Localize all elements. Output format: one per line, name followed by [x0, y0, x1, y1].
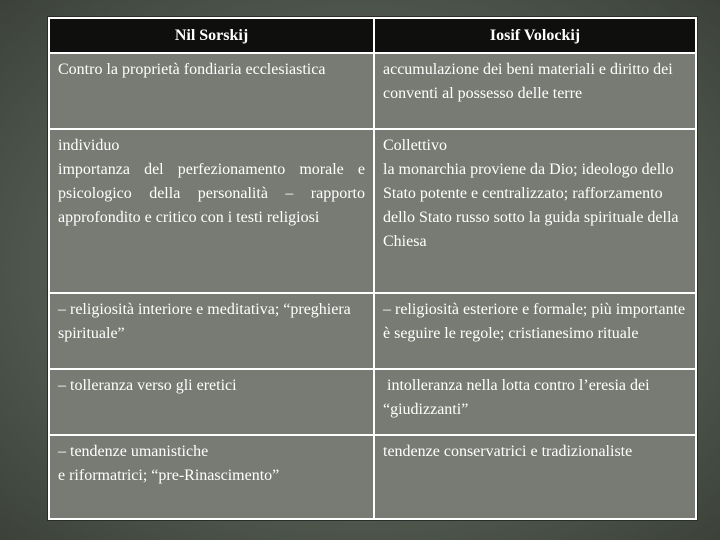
cell-property-volockij: accumulazione dei beni materiali e diritto dei conventi al possesso delle terre [374, 53, 696, 129]
table-row [49, 293, 696, 369]
header-row [49, 18, 696, 53]
table-row [49, 435, 696, 519]
header-iosif-volockij: Iosif Volockij [374, 18, 696, 53]
cell-religiosity-sorskij: – religiosità interiore e meditativa; “preghiera spirituale” [49, 293, 374, 369]
cell-tendencies-volockij: tendenze conservatrici e tradizionaliste [374, 435, 696, 519]
cell-property-sorskij: Contro la proprietà fondiaria ecclesiastica [49, 53, 374, 129]
table-row [49, 369, 696, 435]
cell-tendencies-sorskij: – tendenze umanistiche e riformatrici; “pre-Rinascimento” [49, 435, 374, 519]
cell-collective-volockij: Collettivo la monarchia proviene da Dio; ideologo dello Stato potente e centralizzato; rafforzamento dello Stato russo sotto la guida spirituale della Chiesa [374, 129, 696, 293]
table-row [49, 129, 696, 293]
cell-individual-sorskij: individuo importanza del perfezionamento morale e psicologico della personalità – rapporto approfondito e critico con i testi religiosi [49, 129, 374, 293]
comparison-table-frame [48, 17, 697, 520]
comparison-table [48, 17, 697, 520]
cell-tolerance-volockij: intolleranza nella lotta contro l’eresia dei “giudizzanti” [374, 369, 696, 435]
header-nil-sorskij: Nil Sorskij [49, 18, 374, 53]
cell-tolerance-sorskij: – tolleranza verso gli eretici [49, 369, 374, 435]
cell-religiosity-volockij: – religiosità esteriore e formale; più importante è seguire le regole; cristianesimo rituale [374, 293, 696, 369]
table-row [49, 53, 696, 129]
